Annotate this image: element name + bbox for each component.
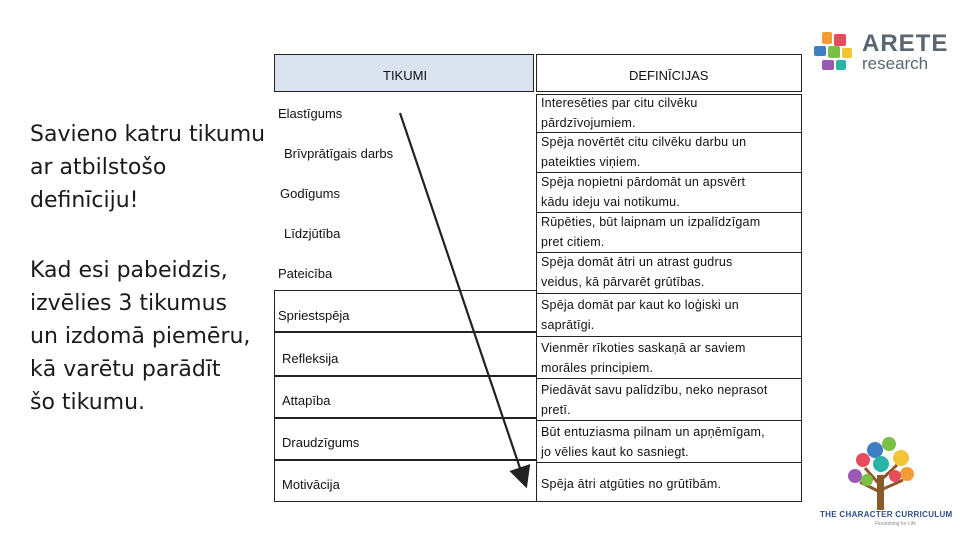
- definition-line: Spēja ātri atgūties no grūtībām.: [541, 477, 722, 491]
- puzzle-logo-icon: [810, 30, 858, 74]
- instruction-line: Kad esi pabeidzis,: [30, 258, 228, 283]
- instruction-line: un izdomā piemēru,: [30, 324, 251, 349]
- definition-line: pārdzīvojumiem.: [541, 115, 636, 130]
- instruction-line: izvēlies 3 tikumus: [30, 291, 228, 316]
- virtue-item[interactable]: Draudzīgums: [282, 435, 360, 450]
- definition-line: Spēja domāt par kaut ko loģiski un: [541, 298, 739, 312]
- tree-caption: THE CHARACTER CURRICULUM: [820, 510, 953, 519]
- virtue-item[interactable]: Elastīgums: [278, 106, 343, 121]
- definition-line: Būt entuziasma pilnam un apņēmīgam,: [541, 425, 765, 439]
- virtue-item[interactable]: Refleksija: [282, 351, 339, 366]
- header-virtues-label: TIKUMI: [383, 68, 428, 83]
- tree-subcaption: Flourishing for Life: [875, 521, 917, 527]
- header-definitions-label: DEFINĪCIJAS: [629, 68, 709, 83]
- definition-line: pateikties viņiem.: [541, 154, 641, 169]
- logo-subword: research: [862, 54, 929, 73]
- definition-line: pret citiem.: [541, 234, 605, 249]
- definition-line: Vienmēr rīkoties saskaņā ar saviem: [541, 341, 746, 355]
- virtue-item[interactable]: Brīvprātīgais darbs: [284, 146, 394, 161]
- definition-line: jo vēlies kaut ko sasniegt.: [541, 444, 689, 459]
- instruction-line: definīciju!: [30, 188, 139, 213]
- definition-line: Rūpēties, būt laipnam un izpalīdzīgam: [541, 215, 761, 229]
- definition-line: Interesēties par citu cilvēku: [541, 96, 698, 110]
- virtue-item[interactable]: Pateicība: [278, 266, 333, 281]
- virtue-item[interactable]: Attapība: [282, 393, 331, 408]
- instruction-line: Savieno katru tikumu: [30, 122, 266, 147]
- arete-logo: [810, 30, 949, 74]
- virtue-item[interactable]: Līdzjūtība: [284, 226, 341, 241]
- definition-line: kādu ideju vai notikumu.: [541, 194, 680, 209]
- logo-word: ARETE: [862, 30, 949, 57]
- definition-line: pretī.: [541, 402, 571, 417]
- virtue-item[interactable]: Motivācija: [282, 477, 340, 492]
- definition-line: saprātīgi.: [541, 317, 595, 332]
- definition-line: veidus, kā pārvarēt grūtības.: [541, 274, 705, 289]
- definition-line: Piedāvāt savu palīdzību, neko neprasot: [541, 383, 768, 397]
- virtue-item[interactable]: Godīgums: [280, 186, 340, 201]
- definition-line: Spēja novērtēt citu cilvēku darbu un: [541, 135, 747, 149]
- instruction-line: šo tikumu.: [30, 390, 146, 415]
- definition-line: morāles principiem.: [541, 360, 654, 375]
- virtue-item[interactable]: Spriestspēja: [278, 308, 350, 323]
- definition-line: Spēja domāt ātri un atrast gudrus: [541, 255, 733, 269]
- instruction-line: kā varētu parādīt: [30, 357, 221, 382]
- instruction-line: ar atbilstošo: [30, 155, 167, 180]
- definition-line: Spēja nopietni pārdomāt un apsvērt: [541, 175, 746, 189]
